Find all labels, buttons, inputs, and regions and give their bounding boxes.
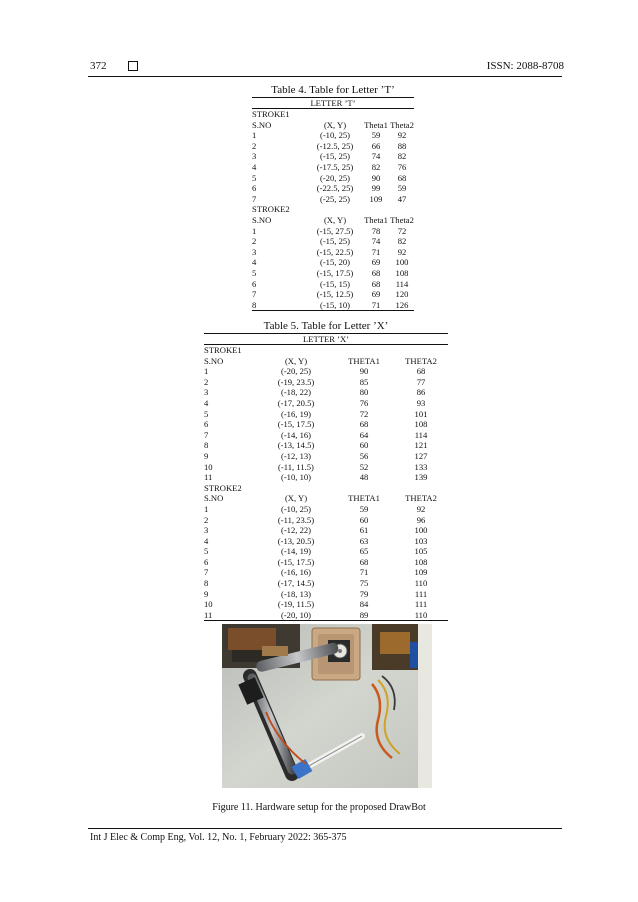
table-cell: 85 [359, 376, 369, 387]
table-cell: (-18, 13) [280, 588, 312, 599]
table-cell: 82 [371, 161, 381, 172]
table-row [204, 504, 448, 515]
table-cell: 109 [414, 567, 428, 578]
table-row [204, 589, 448, 600]
stroke-label-row [204, 483, 448, 494]
table-cell: 84 [359, 599, 369, 610]
table-cell: (-15, 20) [319, 257, 351, 268]
table-cell: (-12, 22) [280, 525, 312, 536]
drawbot-photo-illustration [222, 624, 432, 788]
stroke-label: STROKE1 [204, 345, 242, 355]
table-cell: 1 [252, 130, 257, 141]
column-header: Theta1 [364, 214, 388, 225]
table-row [204, 462, 448, 473]
table-cell: 4 [204, 535, 209, 546]
table-cell: 6 [252, 183, 257, 194]
column-header: (X, Y) [284, 493, 308, 504]
table-row [204, 536, 448, 547]
table-cell: 127 [414, 450, 428, 461]
table-cell: 52 [359, 461, 369, 472]
column-header: S.NO [252, 214, 272, 225]
table-row [252, 183, 414, 194]
table-cell: (-15, 12.5) [316, 289, 354, 300]
table-cell: 2 [204, 514, 209, 525]
table-row [204, 525, 448, 536]
table-cell: (-19, 11.5) [277, 599, 315, 610]
table-cell: 4 [252, 257, 257, 268]
table-cell: 90 [371, 172, 381, 183]
column-header: (X, Y) [323, 119, 347, 130]
column-header-row [204, 356, 448, 367]
table-row [204, 409, 448, 420]
table-cell: (-14, 19) [280, 546, 312, 557]
table-cell: 48 [359, 472, 369, 483]
table-cell: 72 [397, 225, 407, 236]
table-title-row [252, 98, 414, 109]
table-cell: (-15, 17.5) [277, 556, 315, 567]
checkbox-square-icon [128, 61, 138, 71]
column-header: (X, Y) [284, 355, 308, 366]
table-cell: (-12.5, 25) [316, 140, 354, 151]
table-cell: 74 [371, 151, 381, 162]
table-cell: (-15, 15) [319, 278, 351, 289]
table-cell: 7 [252, 289, 257, 300]
table-cell: 100 [414, 525, 428, 536]
table-cell: 66 [371, 140, 381, 151]
table-cell: 3 [252, 151, 257, 162]
table-cell: (-20, 25) [319, 172, 351, 183]
table-row [252, 289, 414, 300]
table-cell: 108 [395, 267, 409, 278]
drawbot-hardware-photo [222, 624, 432, 788]
column-header: THETA2 [405, 493, 437, 504]
table-cell: 76 [359, 397, 369, 408]
table-cell: 59 [371, 130, 381, 141]
column-header: S.NO [204, 355, 224, 366]
stroke-label-row [252, 204, 414, 215]
table-cell: 56 [359, 450, 369, 461]
table-cell: 69 [371, 257, 381, 268]
table-cell: (-20, 25) [280, 366, 312, 377]
table-cell: 4 [204, 397, 209, 408]
table5 [204, 333, 448, 621]
table-cell: 75 [359, 578, 369, 589]
column-header: Theta1 [364, 119, 388, 130]
table-cell: 4 [252, 161, 257, 172]
table-cell: 60 [359, 440, 369, 451]
table-title: LETTER ’X’ [204, 334, 448, 345]
table-row [252, 130, 414, 141]
table-cell: 68 [371, 267, 381, 278]
stroke-label: STROKE2 [204, 482, 242, 493]
table-cell: (-13, 20.5) [277, 535, 315, 546]
table-cell: 100 [395, 257, 409, 268]
table-cell: 110 [394, 610, 448, 621]
table-cell: 9 [204, 450, 209, 461]
table-row [204, 567, 448, 578]
table-cell: 92 [397, 130, 407, 141]
table-cell: (-11, 23.5) [277, 514, 315, 525]
table-cell: (-10, 25) [280, 503, 312, 514]
table-cell: 82 [397, 236, 407, 247]
table4 [252, 97, 414, 311]
table-cell: 68 [359, 419, 369, 430]
table-cell: 68 [416, 366, 426, 377]
table-cell: 2 [252, 236, 257, 247]
table-cell: 71 [362, 300, 390, 311]
stroke-label: STROKE2 [252, 204, 290, 215]
table-title: LETTER ’T’ [252, 98, 414, 109]
table-row [252, 257, 414, 268]
table-cell: 101 [414, 408, 428, 419]
table-cell: 114 [414, 429, 428, 440]
table-cell: 47 [397, 193, 407, 204]
table-row [252, 151, 414, 162]
table-cell: 11 [204, 610, 258, 621]
table-cell: (-15, 25) [319, 151, 351, 162]
table-row [204, 366, 448, 377]
header-rule [88, 76, 562, 77]
table-cell: 109 [369, 193, 383, 204]
table-cell: 90 [359, 366, 369, 377]
table-row [204, 451, 448, 462]
table-row [204, 546, 448, 557]
table-cell: 8 [204, 578, 209, 589]
table-row [252, 226, 414, 237]
table-cell: 64 [359, 429, 369, 440]
table-cell: (-16, 19) [280, 408, 312, 419]
table-cell: 5 [204, 546, 209, 557]
column-header: THETA1 [348, 355, 380, 366]
table-cell: (-15, 22.5) [316, 246, 354, 257]
table-cell: (-16, 16) [280, 567, 312, 578]
table-cell: (-12, 13) [280, 450, 312, 461]
table-cell: 121 [414, 440, 428, 451]
table-cell: 7 [204, 429, 209, 440]
table-cell: (-14, 16) [280, 429, 312, 440]
table-row [204, 398, 448, 409]
column-header: THETA2 [405, 355, 437, 366]
table-cell: 5 [204, 408, 209, 419]
table-row [204, 377, 448, 388]
table-cell: 3 [252, 246, 257, 257]
table-cell: 105 [414, 546, 428, 557]
table-cell: 126 [390, 300, 414, 311]
table-cell: 108 [414, 419, 428, 430]
table-cell: 139 [414, 472, 428, 483]
table-cell: 3 [204, 525, 209, 536]
figure-caption: Figure 11. Hardware setup for the proposed DrawBot [212, 802, 426, 813]
table-cell: 59 [359, 503, 369, 514]
table-cell: (-22.5, 25) [316, 183, 354, 194]
table-row [204, 440, 448, 451]
table-cell: 99 [371, 183, 381, 194]
table-cell: 71 [359, 567, 369, 578]
table-cell: 111 [414, 599, 428, 610]
journal-issn: ISSN: 2088-8708 [486, 60, 564, 72]
footer-rule [88, 828, 562, 829]
table-cell: 6 [252, 278, 257, 289]
table-cell: 88 [397, 140, 407, 151]
table-row [252, 141, 414, 152]
table-cell: 11 [204, 472, 213, 483]
table-cell: 2 [204, 376, 209, 387]
table-row [252, 173, 414, 184]
table-cell: 76 [397, 161, 407, 172]
table-cell: (-19, 23.5) [277, 376, 315, 387]
table-cell: 78 [371, 225, 381, 236]
page-number: 372 [90, 60, 107, 72]
table-cell: 71 [371, 246, 381, 257]
table-cell: 92 [397, 246, 407, 257]
table-row [252, 162, 414, 173]
table-cell: 1 [204, 366, 209, 377]
table-row [204, 599, 448, 610]
table-cell: 2 [252, 140, 257, 151]
table-cell: 79 [359, 588, 369, 599]
table-cell: 65 [359, 546, 369, 557]
table-row [252, 268, 414, 279]
table-row [204, 578, 448, 589]
table-cell: 68 [371, 278, 381, 289]
column-header: S.NO [252, 119, 272, 130]
table-cell: 69 [371, 289, 381, 300]
stroke-label-row [204, 345, 448, 356]
table-cell: 1 [204, 503, 209, 514]
table-row [252, 236, 414, 247]
table-cell: (-25, 25) [319, 193, 351, 204]
table-cell: (-15, 25) [319, 236, 351, 247]
column-header: Theta2 [390, 214, 414, 225]
table-cell: 93 [416, 397, 426, 408]
table5-caption: Table 5. Table for Letter ’X’ [263, 320, 389, 332]
table-cell: 86 [416, 387, 426, 398]
column-header: THETA1 [348, 493, 380, 504]
table-cell: (-10, 10) [280, 472, 312, 483]
table-cell: 110 [414, 578, 428, 589]
table-cell: 5 [252, 267, 257, 278]
table-cell: 60 [359, 514, 369, 525]
column-header-row [252, 215, 414, 226]
table-cell: (-20, 10) [258, 610, 334, 621]
table-cell: (-17, 20.5) [277, 397, 315, 408]
table-cell: 133 [414, 461, 428, 472]
column-header: (X, Y) [323, 214, 347, 225]
table-cell: 63 [359, 535, 369, 546]
table-cell: (-11, 11.5) [278, 461, 314, 472]
table-cell: 77 [416, 376, 426, 387]
table-cell: 6 [204, 419, 209, 430]
table-row [252, 300, 414, 311]
table-cell: 1 [252, 225, 257, 236]
table-row [204, 472, 448, 483]
table-cell: (-10, 25) [319, 130, 351, 141]
table-cell: 9 [204, 588, 209, 599]
table-cell: 89 [334, 610, 394, 621]
table-cell: 96 [416, 514, 426, 525]
table-row [204, 419, 448, 430]
table-cell: 111 [414, 588, 428, 599]
table-cell: 3 [204, 387, 209, 398]
table-row [204, 610, 448, 621]
table-cell: 68 [397, 172, 407, 183]
table-cell: (-17.5, 25) [316, 161, 354, 172]
table-cell: 108 [414, 556, 428, 567]
table-cell: 10 [204, 599, 213, 610]
table-row [204, 557, 448, 568]
table-cell: 120 [395, 289, 409, 300]
table-cell: 72 [359, 408, 369, 419]
table-cell: 5 [252, 172, 257, 183]
column-header-row [252, 120, 414, 131]
table-cell: 80 [359, 387, 369, 398]
table-cell: 8 [204, 440, 209, 451]
table-cell: 103 [414, 535, 428, 546]
table-cell: (-17, 14.5) [277, 578, 315, 589]
table-cell: 59 [397, 183, 407, 194]
table-cell: 7 [252, 193, 257, 204]
table-cell: (-18, 22) [280, 387, 312, 398]
column-header-row [204, 493, 448, 504]
stroke-label-row [252, 109, 414, 120]
column-header: S.NO [204, 493, 224, 504]
table-cell: 82 [397, 151, 407, 162]
stroke-label: STROKE1 [252, 109, 290, 119]
table-cell: 7 [204, 567, 209, 578]
table-cell: 10 [204, 461, 213, 472]
table-row [204, 430, 448, 441]
table-cell: 74 [371, 236, 381, 247]
table-row [252, 279, 414, 290]
column-header: Theta2 [390, 119, 414, 130]
table-cell: 92 [416, 503, 426, 514]
table-row [204, 387, 448, 398]
table-cell: 6 [204, 556, 209, 567]
table4-caption: Table 4. Table for Letter ’T’ [271, 84, 395, 96]
table-cell: (-15, 27.5) [316, 225, 354, 236]
table-cell: 61 [359, 525, 369, 536]
table-cell: (-15, 17.5) [277, 419, 315, 430]
table-cell: 68 [359, 556, 369, 567]
table-cell: (-13, 14.5) [277, 440, 315, 451]
table-cell: (-15, 10) [308, 300, 362, 311]
table-cell: (-15, 17.5) [316, 267, 354, 278]
table-title-row [204, 334, 448, 345]
table-row [252, 194, 414, 205]
table-cell: 8 [252, 300, 308, 311]
footer-citation: Int J Elec & Comp Eng, Vol. 12, No. 1, February 2022: 365-375 [90, 832, 347, 843]
table-row [252, 247, 414, 258]
table-row [204, 515, 448, 526]
table-cell: 114 [395, 278, 409, 289]
